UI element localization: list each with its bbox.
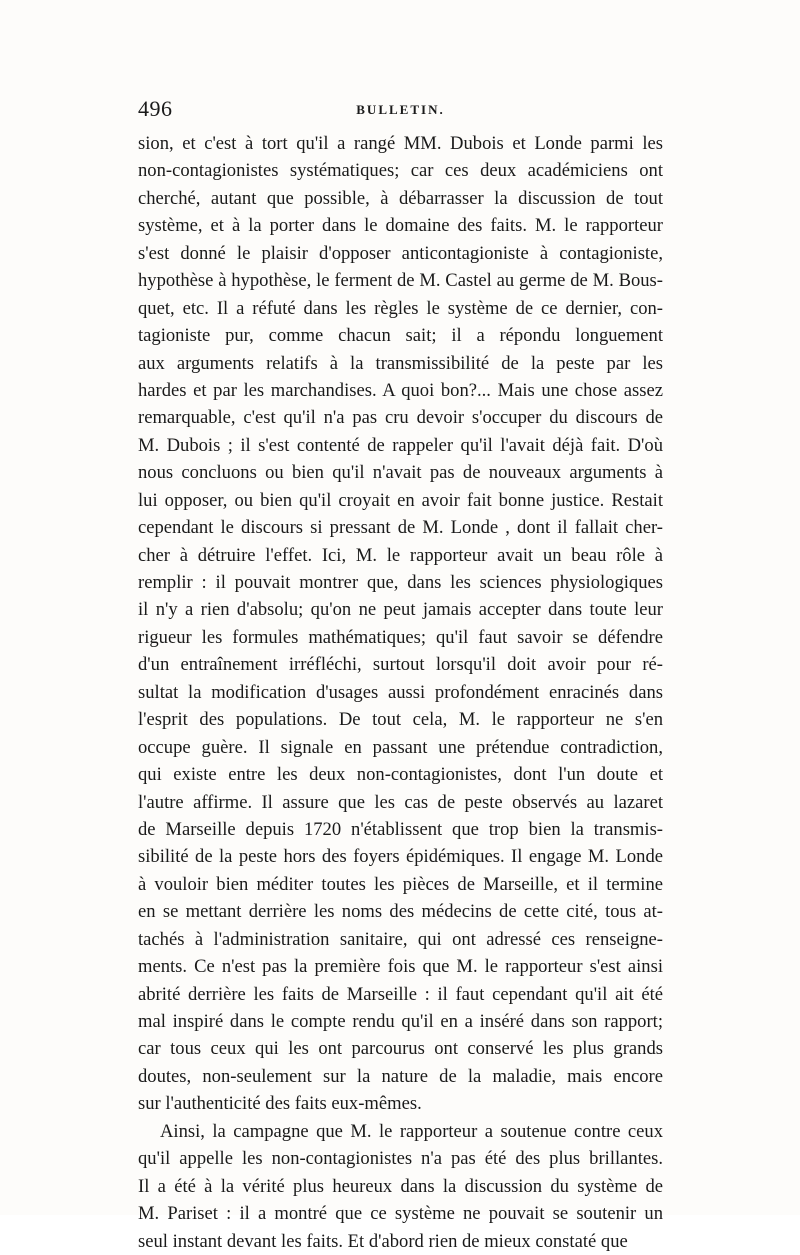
text-line: M. Pariset : il a montré que ce système ne pouvait se soutenir un [138,1203,663,1225]
text-line: hardes et par les marchandises. A quoi bon?... Mais une chose assez [138,379,663,401]
text-line: sibilité de la peste hors des foyers épidémiques. Il engage M. Londe [138,846,663,868]
text-line: l'autre affirme. Il assure que les cas de peste observés au lazaret [138,791,663,813]
text-line: Il a été à la vérité plus heureux dans la discussion du système de [138,1175,663,1197]
text-line: hypothèse à hypothèse, le ferment de M. Castel au germe de M. Bous- [138,270,663,292]
text-line: aux arguments relatifs à la transmissibilité de la peste par les [138,352,663,374]
text-line: ments. Ce n'est pas la première fois que M. le rapporteur s'est ainsi [138,956,663,978]
text-line: l'esprit des populations. De tout cela, M. le rapporteur ne s'en [138,709,663,731]
text-line: tagioniste pur, comme chacun sait; il a répondu longuement [138,325,663,347]
text-line: de Marseille depuis 1720 n'établissent que trop bien la transmis- [138,818,663,840]
text-line: mal inspiré dans le compte rendu qu'il en a inséré dans son rapport; [138,1011,663,1032]
text-line: en se mettant derrière les noms des médecins de cette cité, tous at- [138,901,663,923]
text-line: d'un entraînement irréfléchi, surtout lorsqu'il doit avoir pour ré- [138,654,663,676]
text-line: quet, etc. Il a réfuté dans les règles le système de ce dernier, con- [138,297,663,319]
text-line: sion, et c'est à tort qu'il a rangé MM. Dubois et Londe parmi les [138,133,663,154]
text-line: il n'y a rien d'absolu; qu'on ne peut jamais accepter dans toute leur [138,599,663,621]
text-line: remplir : il pouvait montrer que, dans les sciences physiologiques [138,572,663,593]
text-line: cher à détruire l'effet. Ici, M. le rapporteur avait un beau rôle à [138,544,663,566]
text-line: sur l'authenticité des faits eux-mêmes. [138,1093,422,1115]
text-line: cependant le discours si pressant de M. Londe , dont il fallait cher- [138,517,663,539]
text-line: s'est donné le plaisir d'opposer anticontagioniste à contagioniste, [138,242,663,264]
text-line: rigueur les formules mathématiques; qu'il faut savoir se défendre [138,626,663,648]
text-line: doutes, non-seulement sur la nature de la maladie, mais encore [138,1065,663,1087]
text-line: tachés à l'administration sanitaire, qui ont adressé ces renseigne- [138,928,663,950]
body-text [138,130,663,1255]
text-line: nous concluons ou bien qu'il n'avait pas de nouveaux arguments à [138,462,663,484]
running-title: BULLETIN. [356,102,445,117]
text-line: système, et à la porter dans le domaine des faits. M. le rapporteur [138,215,663,237]
paragraph [138,1118,663,1255]
text-line: non-contagionistes systématiques; car ces deux académiciens ont [138,160,663,182]
text-line: Ainsi, la campagne que M. le rapporteur a soutenue contre ceux [160,1120,663,1142]
running-head [138,96,663,126]
text-line: cherché, autant que possible, à débarrasser la discussion de tout [138,187,663,209]
text-line: car tous ceux qui les ont parcourus ont conservé les plus grands [138,1038,663,1060]
paragraph [138,130,663,1118]
text-line: sultat la modification d'usages aussi profondément enracinés dans [138,681,663,703]
text-line: lui opposer, ou bien qu'il croyait en avoir fait bonne justice. Restait [138,489,663,511]
text-line: qui existe entre les deux non-contagionistes, dont l'un doute et [138,764,663,786]
text-line: seul instant devant les faits. Et d'abord rien de mieux constaté que [138,1230,628,1252]
text-line: abrité derrière les faits de Marseille : il faut cependant qu'il ait été [138,983,663,1005]
text-line: occupe guère. Il signale en passant une prétendue contradiction, [138,736,663,758]
text-line: à vouloir bien méditer toutes les pièces de Marseille, et il termine [138,873,663,895]
text-line: qu'il appelle les non-contagionistes n'a pas été des plus brillantes. [138,1148,663,1170]
text-line: M. Dubois ; il s'est contenté de rappeler qu'il l'avait déjà fait. D'où [138,434,663,456]
text-line: remarquable, c'est qu'il n'a pas cru devoir s'occuper du discours de [138,407,663,429]
page-number: 496 [138,96,173,121]
